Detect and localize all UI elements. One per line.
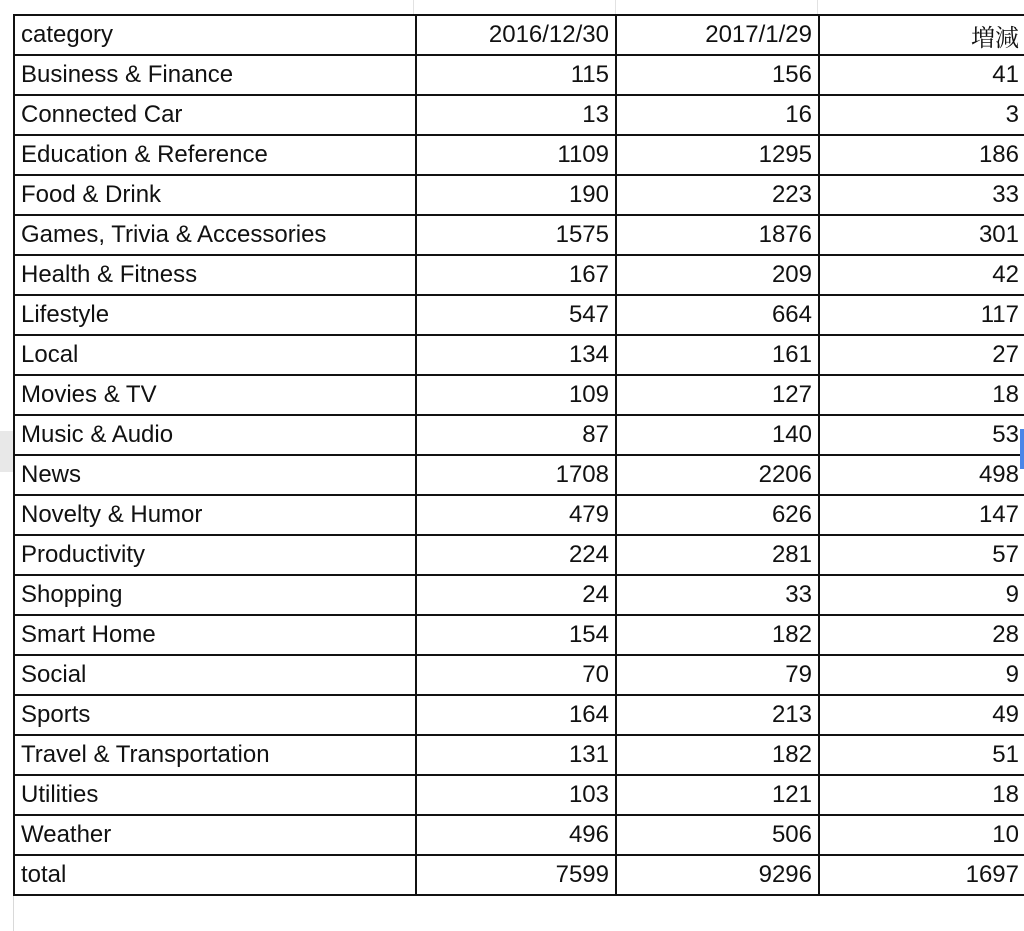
category-cell[interactable]: total: [14, 855, 416, 895]
change-cell[interactable]: 28: [819, 615, 1024, 655]
value-cell-date-2[interactable]: 9296: [616, 855, 819, 895]
category-cell[interactable]: Lifestyle: [14, 295, 416, 335]
table-row: [14, 455, 1024, 495]
value-cell-date-1[interactable]: 224: [416, 535, 616, 575]
table-row: [14, 175, 1024, 215]
table-row: [14, 775, 1024, 815]
value-cell-date-2[interactable]: 506: [616, 815, 819, 855]
value-cell-date-1[interactable]: 103: [416, 775, 616, 815]
table-row: [14, 815, 1024, 855]
value-cell-date-2[interactable]: 281: [616, 535, 819, 575]
value-cell-date-1[interactable]: 7599: [416, 855, 616, 895]
column-divider: [615, 0, 616, 14]
change-cell[interactable]: 53: [819, 415, 1024, 455]
value-cell-date-2[interactable]: 213: [616, 695, 819, 735]
value-cell-date-2[interactable]: 79: [616, 655, 819, 695]
value-cell-date-1[interactable]: 115: [416, 55, 616, 95]
value-cell-date-1[interactable]: 24: [416, 575, 616, 615]
table-row: [14, 375, 1024, 415]
category-cell[interactable]: Food & Drink: [14, 175, 416, 215]
value-cell-date-2[interactable]: 223: [616, 175, 819, 215]
category-cell[interactable]: Health & Fitness: [14, 255, 416, 295]
change-cell[interactable]: 18: [819, 775, 1024, 815]
selected-row-header[interactable]: [0, 431, 13, 472]
value-cell-date-1[interactable]: 190: [416, 175, 616, 215]
value-cell-date-1[interactable]: 547: [416, 295, 616, 335]
header-cell-date-2[interactable]: 2017/1/29: [616, 15, 819, 55]
category-cell[interactable]: Local: [14, 335, 416, 375]
table-row: [14, 535, 1024, 575]
table-row: [14, 95, 1024, 135]
category-cell[interactable]: Social: [14, 655, 416, 695]
category-table: [13, 14, 1024, 896]
value-cell-date-2[interactable]: 33: [616, 575, 819, 615]
category-cell[interactable]: Utilities: [14, 775, 416, 815]
category-cell[interactable]: Music & Audio: [14, 415, 416, 455]
value-cell-date-1[interactable]: 154: [416, 615, 616, 655]
change-cell[interactable]: 51: [819, 735, 1024, 775]
category-cell[interactable]: Travel & Transportation: [14, 735, 416, 775]
table-row: [14, 295, 1024, 335]
column-divider: [413, 0, 414, 14]
table-row: [14, 695, 1024, 735]
table-row: [14, 495, 1024, 535]
value-cell-date-1[interactable]: 87: [416, 415, 616, 455]
value-cell-date-2[interactable]: 161: [616, 335, 819, 375]
category-cell[interactable]: News: [14, 455, 416, 495]
category-cell[interactable]: Connected Car: [14, 95, 416, 135]
value-cell-date-2[interactable]: 156: [616, 55, 819, 95]
value-cell-date-1[interactable]: 1109: [416, 135, 616, 175]
value-cell-date-2[interactable]: 1876: [616, 215, 819, 255]
table-row: [14, 215, 1024, 255]
change-cell[interactable]: 117: [819, 295, 1024, 335]
change-cell[interactable]: 42: [819, 255, 1024, 295]
value-cell-date-1[interactable]: 134: [416, 335, 616, 375]
column-header-strip: [0, 0, 1024, 15]
header-cell-date-1[interactable]: 2016/12/30: [416, 15, 616, 55]
value-cell-date-2[interactable]: 182: [616, 735, 819, 775]
category-cell[interactable]: Education & Reference: [14, 135, 416, 175]
value-cell-date-2[interactable]: 664: [616, 295, 819, 335]
value-cell-date-1[interactable]: 164: [416, 695, 616, 735]
value-cell-date-1[interactable]: 479: [416, 495, 616, 535]
value-cell-date-2[interactable]: 2206: [616, 455, 819, 495]
category-cell[interactable]: Sports: [14, 695, 416, 735]
row-header-gutter: [0, 14, 14, 931]
change-cell[interactable]: 3: [819, 95, 1024, 135]
table-row: [14, 655, 1024, 695]
change-cell[interactable]: 41: [819, 55, 1024, 95]
table-row: [14, 255, 1024, 295]
category-cell[interactable]: Movies & TV: [14, 375, 416, 415]
change-cell[interactable]: 57: [819, 535, 1024, 575]
change-cell[interactable]: 27: [819, 335, 1024, 375]
table-row: [14, 575, 1024, 615]
value-cell-date-1[interactable]: 131: [416, 735, 616, 775]
header-cell-change[interactable]: 増減: [819, 15, 1024, 55]
table-row: [14, 55, 1024, 95]
change-cell[interactable]: 9: [819, 655, 1024, 695]
value-cell-date-1[interactable]: 1575: [416, 215, 616, 255]
change-cell[interactable]: 49: [819, 695, 1024, 735]
value-cell-date-2[interactable]: 127: [616, 375, 819, 415]
total-row: [14, 855, 1024, 895]
value-cell-date-2[interactable]: 140: [616, 415, 819, 455]
table-row: [14, 335, 1024, 375]
value-cell-date-1[interactable]: 13: [416, 95, 616, 135]
value-cell-date-1[interactable]: 496: [416, 815, 616, 855]
category-cell[interactable]: Weather: [14, 815, 416, 855]
table-row: [14, 615, 1024, 655]
value-cell-date-2[interactable]: 121: [616, 775, 819, 815]
category-cell[interactable]: Novelty & Humor: [14, 495, 416, 535]
value-cell-date-2[interactable]: 1295: [616, 135, 819, 175]
change-cell[interactable]: 301: [819, 215, 1024, 255]
category-cell[interactable]: Shopping: [14, 575, 416, 615]
value-cell-date-1[interactable]: 70: [416, 655, 616, 695]
change-cell[interactable]: 186: [819, 135, 1024, 175]
value-cell-date-2[interactable]: 209: [616, 255, 819, 295]
table-row: [14, 135, 1024, 175]
category-cell[interactable]: Business & Finance: [14, 55, 416, 95]
change-cell[interactable]: 498: [819, 455, 1024, 495]
header-cell-category[interactable]: category: [14, 15, 416, 55]
change-cell[interactable]: 10: [819, 815, 1024, 855]
header-row: [14, 15, 1024, 55]
table-body: [14, 15, 1024, 895]
value-cell-date-1[interactable]: 109: [416, 375, 616, 415]
value-cell-date-2[interactable]: 182: [616, 615, 819, 655]
column-divider: [817, 0, 818, 14]
cell-selection-indicator: [1020, 429, 1024, 469]
category-cell[interactable]: Games, Trivia & Accessories: [14, 215, 416, 255]
table-row: [14, 415, 1024, 455]
value-cell-date-1[interactable]: 167: [416, 255, 616, 295]
value-cell-date-2[interactable]: 16: [616, 95, 819, 135]
change-cell[interactable]: 18: [819, 375, 1024, 415]
value-cell-date-2[interactable]: 626: [616, 495, 819, 535]
change-cell[interactable]: 9: [819, 575, 1024, 615]
category-cell[interactable]: Smart Home: [14, 615, 416, 655]
change-cell[interactable]: 147: [819, 495, 1024, 535]
change-cell[interactable]: 33: [819, 175, 1024, 215]
change-cell[interactable]: 1697: [819, 855, 1024, 895]
value-cell-date-1[interactable]: 1708: [416, 455, 616, 495]
table-row: [14, 735, 1024, 775]
category-cell[interactable]: Productivity: [14, 535, 416, 575]
